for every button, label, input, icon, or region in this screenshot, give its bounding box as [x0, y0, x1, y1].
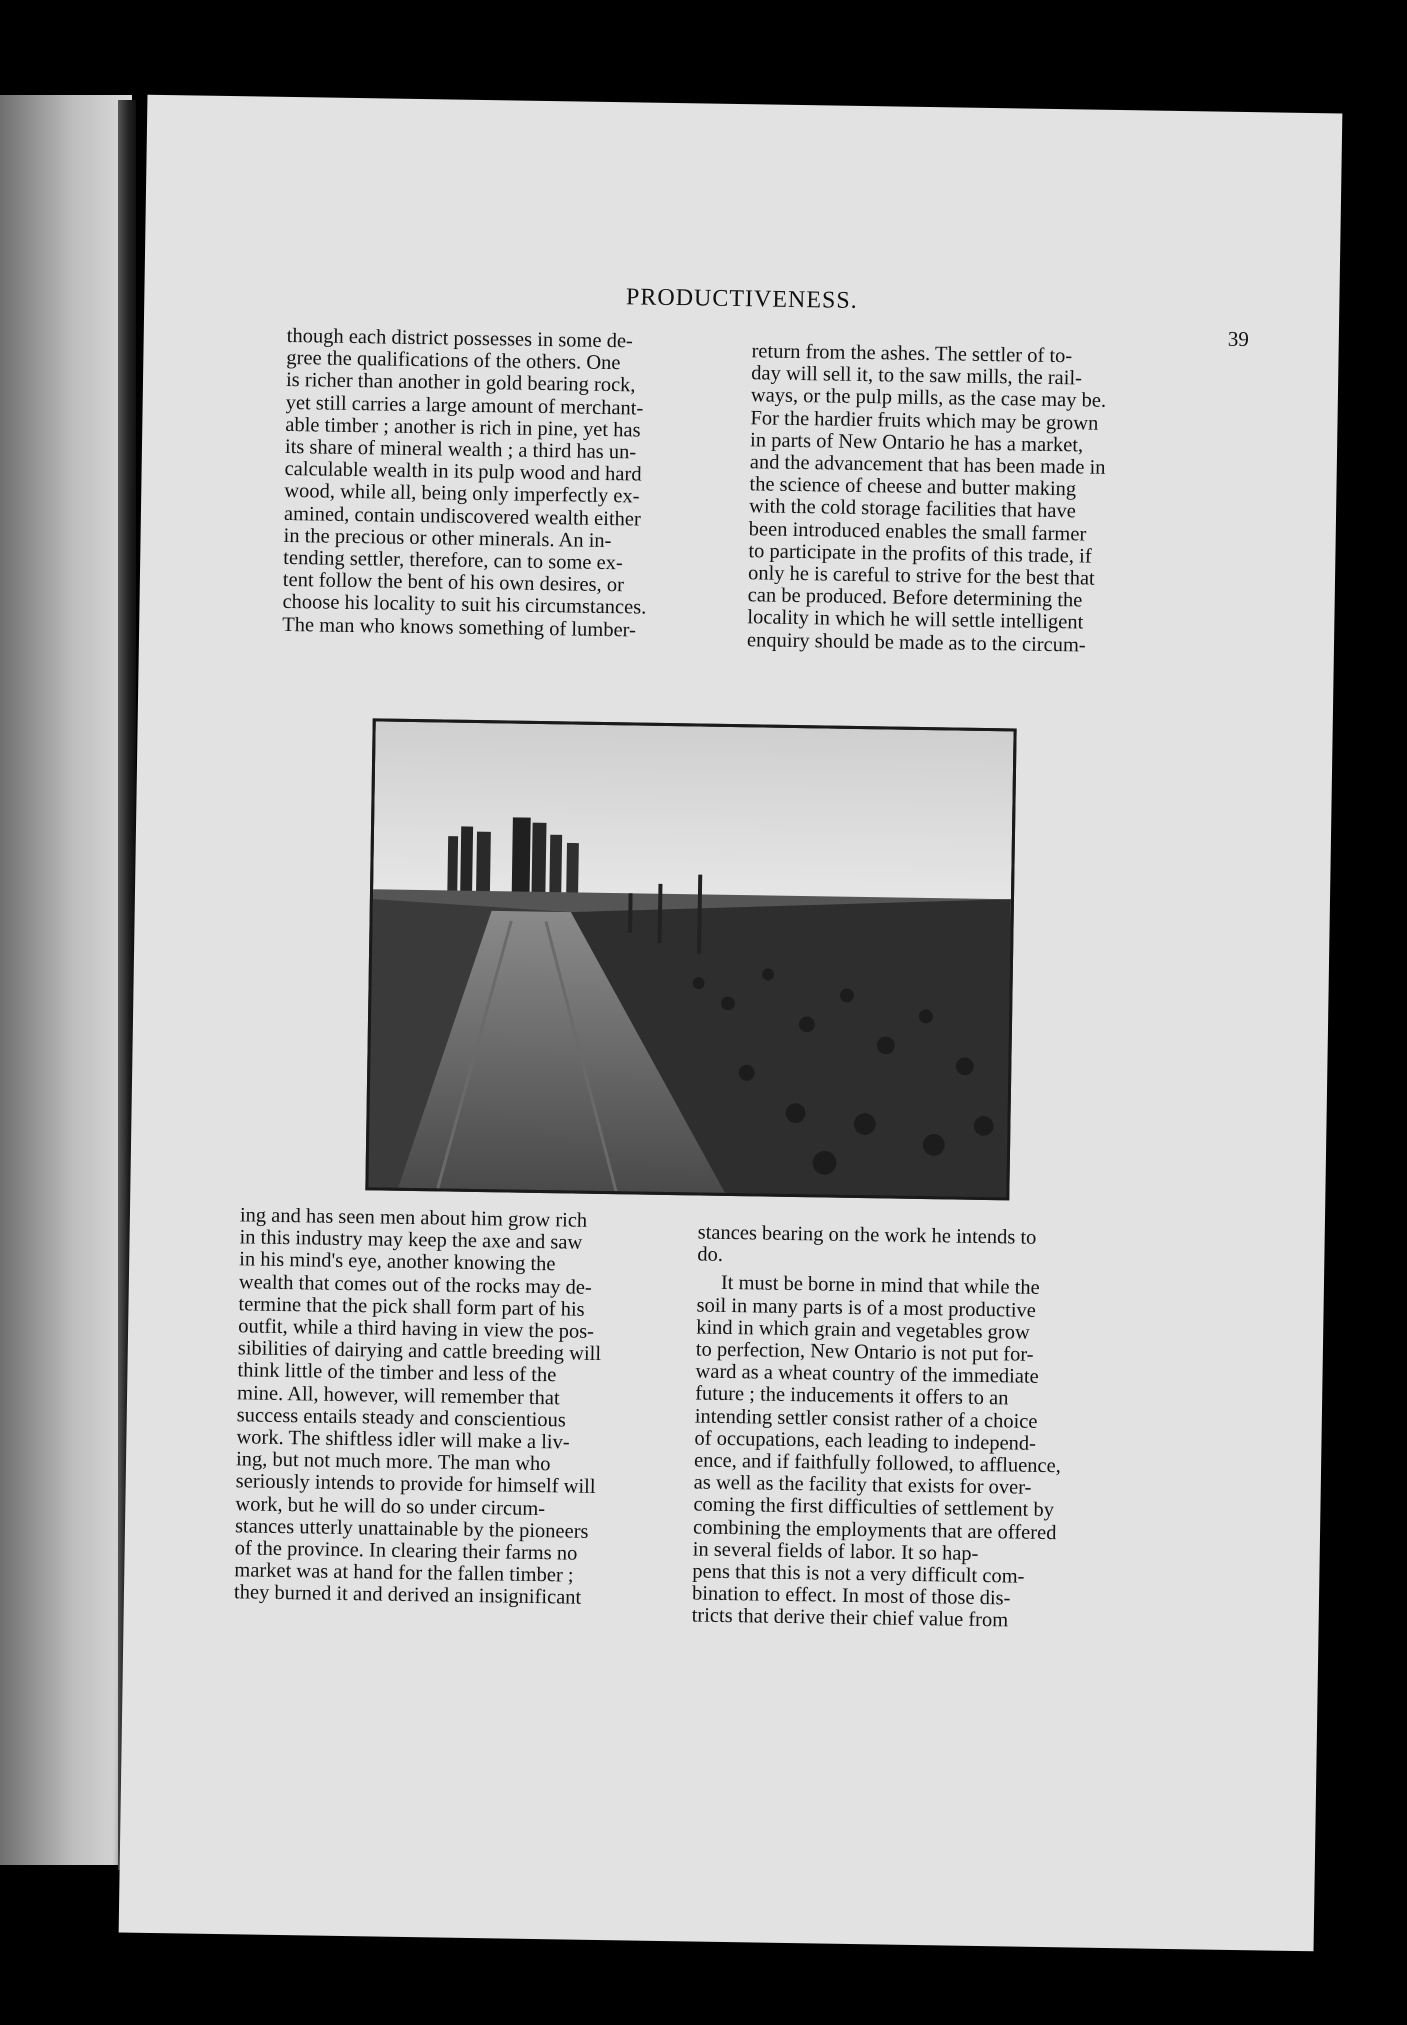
text-column-top-left	[282, 325, 705, 642]
paragraph-text: though each district possesses in some de- gree the qualifications of the others. One is richer than another in gold bearing rock, yet still carries a large amount of merchant- able timber ; another is rich in pine, yet has its share of mineral wealth ; a third has un- calculable wealth in its pulp wood and hard wood, while all, being only imperfectly ex- amined, contain undiscovered wealth either in the precious or other minerals. An in- tending settler, therefore, can to some ex- tent follow the bent of his own desires, or choose his locality to suit his circumstances. The man who knows something of lumber-	[282, 324, 647, 642]
photograph-icon	[368, 721, 1013, 1197]
paragraph-text: return from the ashes. The settler of to- day will sell it, to the saw mills, the rail- ways, or the pulp mills, as the case may be. For the hardier fruits which may be grown in parts of New Ontario he has a market, and the advancement that has been made in the science of cheese and butter making with the cold storage facilities that have been introduced enables the small farmer to participate in the profits of this trade, if only he is careful to strive for the best that can be produced. Before determining the locality in which he will settle intelligent enquiry should be made as to the circum-	[746, 340, 1107, 657]
paragraph-text: stances bearing on the work he intends to do.	[697, 1221, 1037, 1267]
farm-road-photograph	[365, 718, 1016, 1200]
book-page	[119, 95, 1343, 1952]
running-head: PRODUCTIVENESS.	[625, 284, 858, 314]
text-column-bottom-left	[234, 1204, 658, 1610]
paragraph-text: It must be borne in mind that while the soil in many parts is of a most productive kind in which grain and vegetables grow to perfection, New Ontario is not put for- ward as a wheat country of the immediate future ; the inducements it offers to an intending settler consist rather of a choice of occupations, each leading to independ- ence, and if faithfully followed, to affluence, as well as the facility that exists for over- coming the first difficulties of settlement by combining the employments that are offered in several fields of labor. It so hap- pens that this is not a very difficult com- bination to effect. In most of those dis- tricts that derive their chief value from	[691, 1272, 1062, 1632]
text-column-top-right	[747, 340, 1170, 657]
paragraph-text: ing and has seen men about him grow rich in this industry may keep the axe and saw in his mind's eye, another knowing the wealth that comes out of the rocks may de- termine that the pick shall form part of his outfit, while a third having in view the pos- sibilities of dairying and cattle breeding will think little of the timber and less of the mine. All, however, will remember that success entails steady and conscientious work. The shiftless idler will make a liv- ing, but not much more. The man who seriously intends to provide for himself will work, but he will do so under circum- stances utterly unattainable by the pioneers of the province. In clearing their farms no market was at hand for the fallen timber ; they burned it and derived an insignificant	[233, 1204, 602, 1610]
facing-page-edge	[0, 95, 132, 1865]
text-column-bottom-right	[692, 1222, 1118, 1634]
page-number: 39	[1227, 326, 1249, 352]
